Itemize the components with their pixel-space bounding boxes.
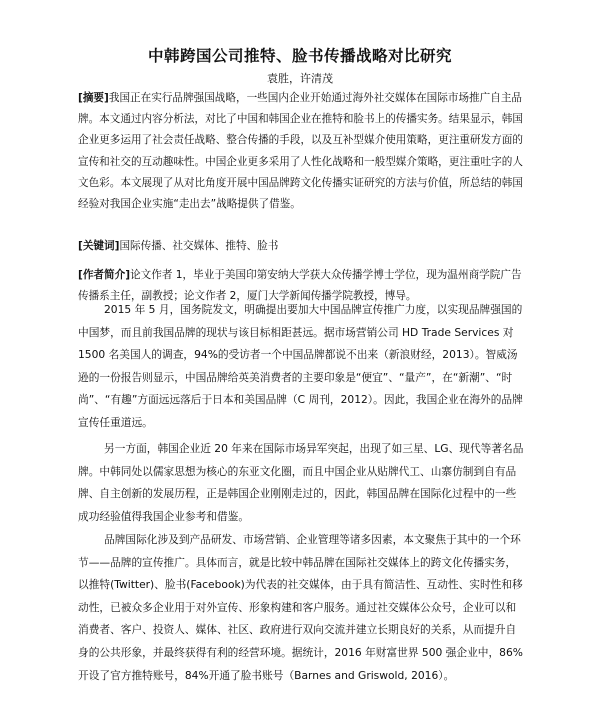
paper-title: 中韩跨国公司推特、脸书传播战略对比研究	[147, 47, 452, 65]
abstract-text: 我国正在实行品牌强国战略，一些国内企业开始通过海外社交媒体在国际市场推广自主品牌。本文通过内容分析法，对比了中国和韩国企业在推特和脸书上的传播实务。结果显示，韩国企业更多运用了社会责任战略、整合传播的手段，以及互补型媒介使用策略，更注重研发方面的宣传和社交的互动趣味性。中国企业更多采用了人性化战略和一般型媒介策略，更注重吐字的人文色彩。本文展现了从对比角度开展中国品牌跨文化传播实证研究的方法与价值，所总结的韩国经验对我国企业实施“走出去”战略提供了借鉴。	[78, 92, 523, 211]
body-paragraph	[78, 299, 526, 435]
keywords-section	[78, 236, 526, 257]
body-paragraph-text: 品牌国际化涉及到产品研发、市场营销、企业管理等诸多因素，本文聚焦于其中的一个环节——品牌的宣传推广。具体而言，就是比较中韩品牌在国际社交媒体上的跨文化传播实务，以推特(Twitter)、脸书(Facebook)为代表的社交媒体，由于具有简洁性、互动性、实时性和移动性，已被众多企业用于对外宣传、形象构建和客户服务。通过社交媒体公众号，企业可以和消费者、客户、投资人、媒体、社区、政府进行双向交流并建立长期良好的关系，从而提升自身的公共形象，并最终获得有利的经营环境。据统计，2016 年财富世界 500 强企业中，86%开设了官方推特账号，84%开通了脸书账号（Barnes and Griswold, 2016）。	[78, 533, 523, 682]
body-paragraph	[78, 438, 526, 528]
keywords-label: [关键词]	[78, 240, 120, 252]
paper-authors: 袁胜，许清茂	[267, 72, 333, 85]
author-bio-label: [作者简介]	[78, 269, 131, 281]
abstract-label: [摘要]	[78, 92, 109, 104]
body-paragraph	[78, 529, 526, 687]
keywords-text: 国际传播、社交媒体、推特、脸书	[119, 240, 279, 252]
abstract-section	[78, 88, 526, 215]
body-paragraph-text: 另一方面，韩国企业近 20 年来在国际市场异军突起，出现了如三星、LG、现代等著名品牌。中韩同处以儒家思想为核心的东亚文化圈，而且中国企业从贴牌代工、山寨仿制到自有品牌、自主创新的发展历程，正是韩国企业刚刚走过的，因此，韩国品牌在国际化过程中的一些成功经验值得我国企业参考和借鉴。	[78, 442, 524, 523]
body-paragraph-text: 2015 年 5 月，国务院发文，明确提出要加大中国品牌宣传推广力度，以实现品牌强国的中国梦，而且前我国品牌的现状与该目标相距甚远。据市场营销公司 HD Trade Services 对 1500 名美国人的调查，94%的受访者一个中国品牌都说不出来（新浪财经，2013）。智威汤逊的一份报告则显示，中国品牌给英美消费者的主要印象是“便宜”、“量产”，在“新潮”、“时尚”、“有趣”方面远远落后于日本和美国品牌（C 周刊，2012）。因此，我国企业在海外的品牌宣传任重道远。	[78, 303, 523, 429]
author-bio-text: 论文作者 1，毕业于美国印第安纳大学获大众传播学博士学位，现为温州商学院广告传播系主任，副教授；论文作者 2，厦门大学新闻传播学院教授，博导。	[78, 269, 522, 303]
